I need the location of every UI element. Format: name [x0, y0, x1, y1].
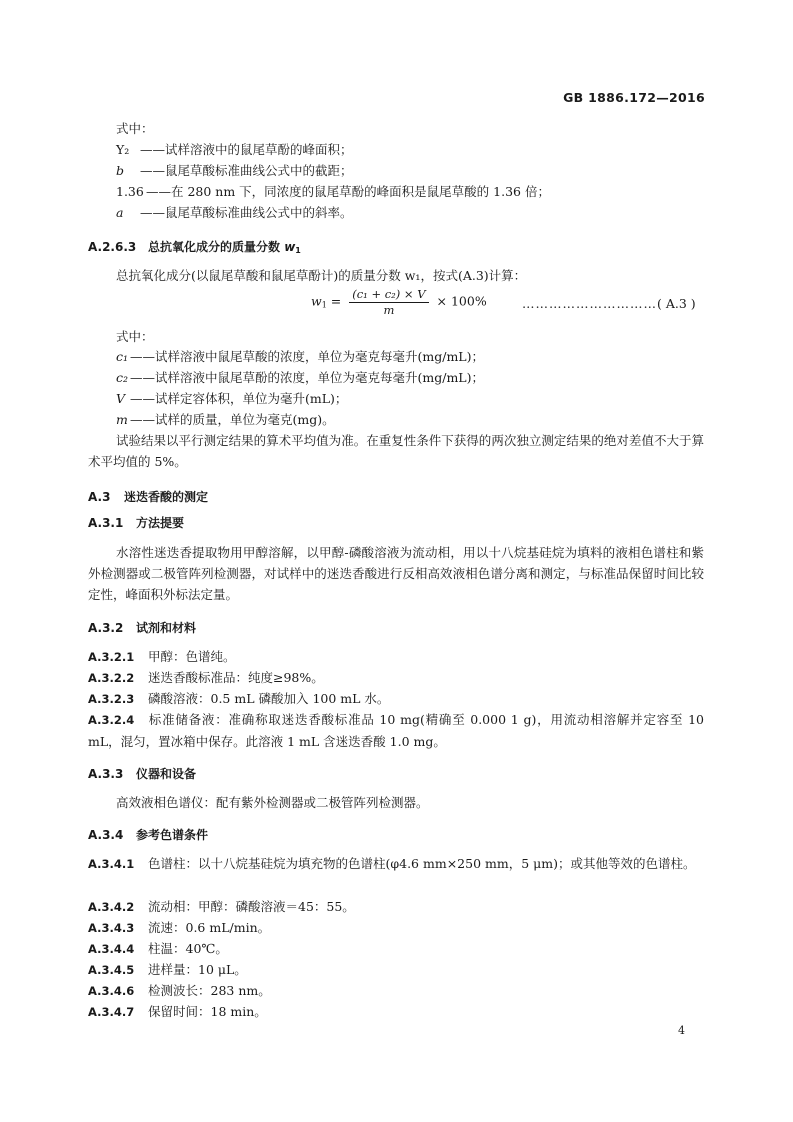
reagent-number: A.3.2.3: [88, 692, 135, 706]
section-title-variable-subscript: 1: [295, 246, 301, 255]
reagent-item: [88, 688, 389, 710]
formula-reference: ( A.3 ): [657, 296, 696, 311]
condition-number: A.3.4.4: [88, 942, 135, 956]
definition-text: ——试样定容体积，单位为毫升(mL)；: [130, 391, 348, 406]
reagent-number: A.3.2.4: [88, 713, 135, 727]
reagent-text: 迷迭香酸标准品：纯度≥98%。: [148, 670, 324, 685]
formula-denominator: m: [383, 303, 395, 317]
definition-row: [116, 160, 353, 181]
section-heading: [88, 514, 184, 531]
section-number: A.3.1: [88, 516, 124, 530]
definition-row: [116, 139, 353, 160]
condition-number: A.3.4.1: [88, 857, 135, 871]
section-heading: [88, 765, 196, 782]
definition-symbol: Y₂: [116, 142, 130, 157]
definition-symbol: b: [116, 163, 125, 178]
reagent-item: [88, 667, 324, 689]
reagent-number: A.3.2.2: [88, 671, 135, 685]
section-title: 仪器和设备: [136, 767, 197, 781]
definition-text: ——在 280 nm 下，同浓度的鼠尾草酚的峰面积是鼠尾草酸的 1.36 倍；: [146, 184, 550, 199]
formula-numerator: (c₁ + c₂) × V: [349, 287, 428, 303]
definition-row: [116, 181, 550, 202]
section-number: A.3: [88, 490, 111, 504]
section-number: A.2.6.3: [88, 240, 137, 254]
formula-tail: × 100%: [436, 293, 487, 309]
standard-number: GB 1886.172—2016: [563, 90, 705, 105]
condition-number: A.3.4.3: [88, 921, 135, 935]
reagent-text: 磷酸溶液：0.5 mL 磷酸加入 100 mL 水。: [148, 691, 390, 706]
section-title: 方法提要: [136, 516, 185, 530]
condition-item: [88, 896, 355, 918]
condition-item: [88, 938, 228, 960]
section-title: 迷迭香酸的测定: [124, 490, 209, 504]
section-heading: [88, 619, 196, 636]
instrument-paragraph: 高效液相色谱仪：配有紫外检测器或二极管阵列检测器。: [116, 795, 429, 810]
condition-text: 色谱柱：以十八烷基硅烷为填充物的色谱柱(φ4.6 mm×250 mm，5 μm)；或其他等效的色谱柱。: [148, 856, 696, 871]
condition-text: 流速：0.6 mL/min。: [148, 920, 271, 935]
result-paragraph: 试验结果以平行测定结果的算术平均值为准。在重复性条件下获得的两次独立测定结果的绝对差值不大于算术平均值的 5%。: [88, 433, 704, 469]
reagent-number: A.3.2.1: [88, 650, 135, 664]
condition-item: [88, 917, 270, 939]
definition-text: ——鼠尾草酸标准曲线公式中的斜率。: [140, 205, 353, 220]
section-heading: [88, 488, 208, 505]
condition-number: A.3.4.5: [88, 963, 135, 977]
definition-symbol: 1.36: [116, 184, 144, 199]
formula-a3: [311, 287, 487, 317]
section-title-variable: w: [284, 240, 296, 254]
condition-number: A.3.4.7: [88, 1005, 135, 1019]
condition-text: 进样量：10 μL。: [148, 962, 247, 977]
section-heading: [88, 238, 301, 255]
definition-symbol: a: [116, 205, 124, 220]
section-title: 总抗氧化成分的质量分数: [148, 240, 285, 254]
reagent-item: [88, 709, 704, 752]
formula-lhs-subscript: 1: [321, 300, 327, 310]
definition-text: ——试样的质量，单位为毫克(mg)。: [130, 412, 335, 427]
condition-text: 流动相：甲醇：磷酸溶液＝45：55。: [148, 899, 355, 914]
condition-item: [88, 959, 247, 981]
condition-item: [88, 1001, 267, 1023]
reagent-text: 标准储备液：准确称取迷迭香酸标准品 10 mg(精确至 0.000 1 g)，用流动相溶解并定容至 10 mL，混匀，置冰箱中保存。此溶液 1 mL 含迷迭香酸 1.0 mg。: [88, 712, 704, 749]
definition-symbol: c₂: [116, 370, 129, 385]
reagent-text: 甲醇：色谱纯。: [148, 649, 236, 664]
definition-text: ——试样溶液中的鼠尾草酚的峰面积；: [140, 142, 353, 157]
formula-where-label: 式中：: [116, 121, 154, 136]
page-number: 4: [678, 1024, 685, 1037]
definition-row: [116, 202, 353, 223]
definition-text: ——鼠尾草酸标准曲线公式中的截距；: [140, 163, 353, 178]
section-number: A.3.4: [88, 828, 124, 842]
section-title: 参考色谱条件: [136, 828, 209, 842]
definition-symbol: c₁: [116, 349, 129, 364]
condition-number: A.3.4.2: [88, 900, 135, 914]
condition-item: [88, 853, 704, 875]
definition-row: [116, 409, 335, 430]
definition-text: ——试样溶液中鼠尾草酚的浓度，单位为毫克每毫升(mg/mL)；: [130, 370, 484, 385]
formula-lhs: w: [311, 293, 322, 309]
definition-row: [116, 367, 484, 388]
section-number: A.3.3: [88, 767, 124, 781]
formula-equals: =: [330, 293, 342, 309]
definition-row: [116, 388, 347, 409]
formula-dots: …………………………: [522, 296, 657, 311]
condition-text: 柱温：40℃。: [148, 941, 228, 956]
formula-fraction: [349, 287, 428, 317]
formula-where-label: 式中：: [116, 329, 154, 344]
condition-number: A.3.4.6: [88, 984, 135, 998]
definition-row: [116, 346, 484, 367]
section-title: 试剂和材料: [136, 621, 197, 635]
method-paragraph: 水溶性迷迭香提取物用甲醇溶解，以甲醇-磷酸溶液为流动相，用以十八烷基硅烷为填料的液相色谱柱和紫外检测器或二极管阵列检测器，对试样中的迷迭香酸进行反相高效液相色谱分离和测定，与标准品保留时间比较定性，峰面积外标法定量。: [88, 545, 704, 602]
section-heading: [88, 826, 208, 843]
section-number: A.3.2: [88, 621, 124, 635]
formula-leader-dots: [522, 293, 696, 314]
definition-symbol: V: [116, 391, 126, 406]
definition-symbol: m: [116, 412, 128, 427]
condition-text: 保留时间：18 min。: [148, 1004, 267, 1019]
definition-text: ——试样溶液中鼠尾草酸的浓度，单位为毫克每毫升(mg/mL)；: [130, 349, 484, 364]
reagent-item: [88, 646, 236, 668]
condition-text: 检测波长：283 nm。: [148, 983, 271, 998]
calc-intro-paragraph: 总抗氧化成分(以鼠尾草酸和鼠尾草酚计)的质量分数 w₁，按式(A.3)计算：: [116, 268, 527, 283]
condition-item: [88, 980, 271, 1002]
